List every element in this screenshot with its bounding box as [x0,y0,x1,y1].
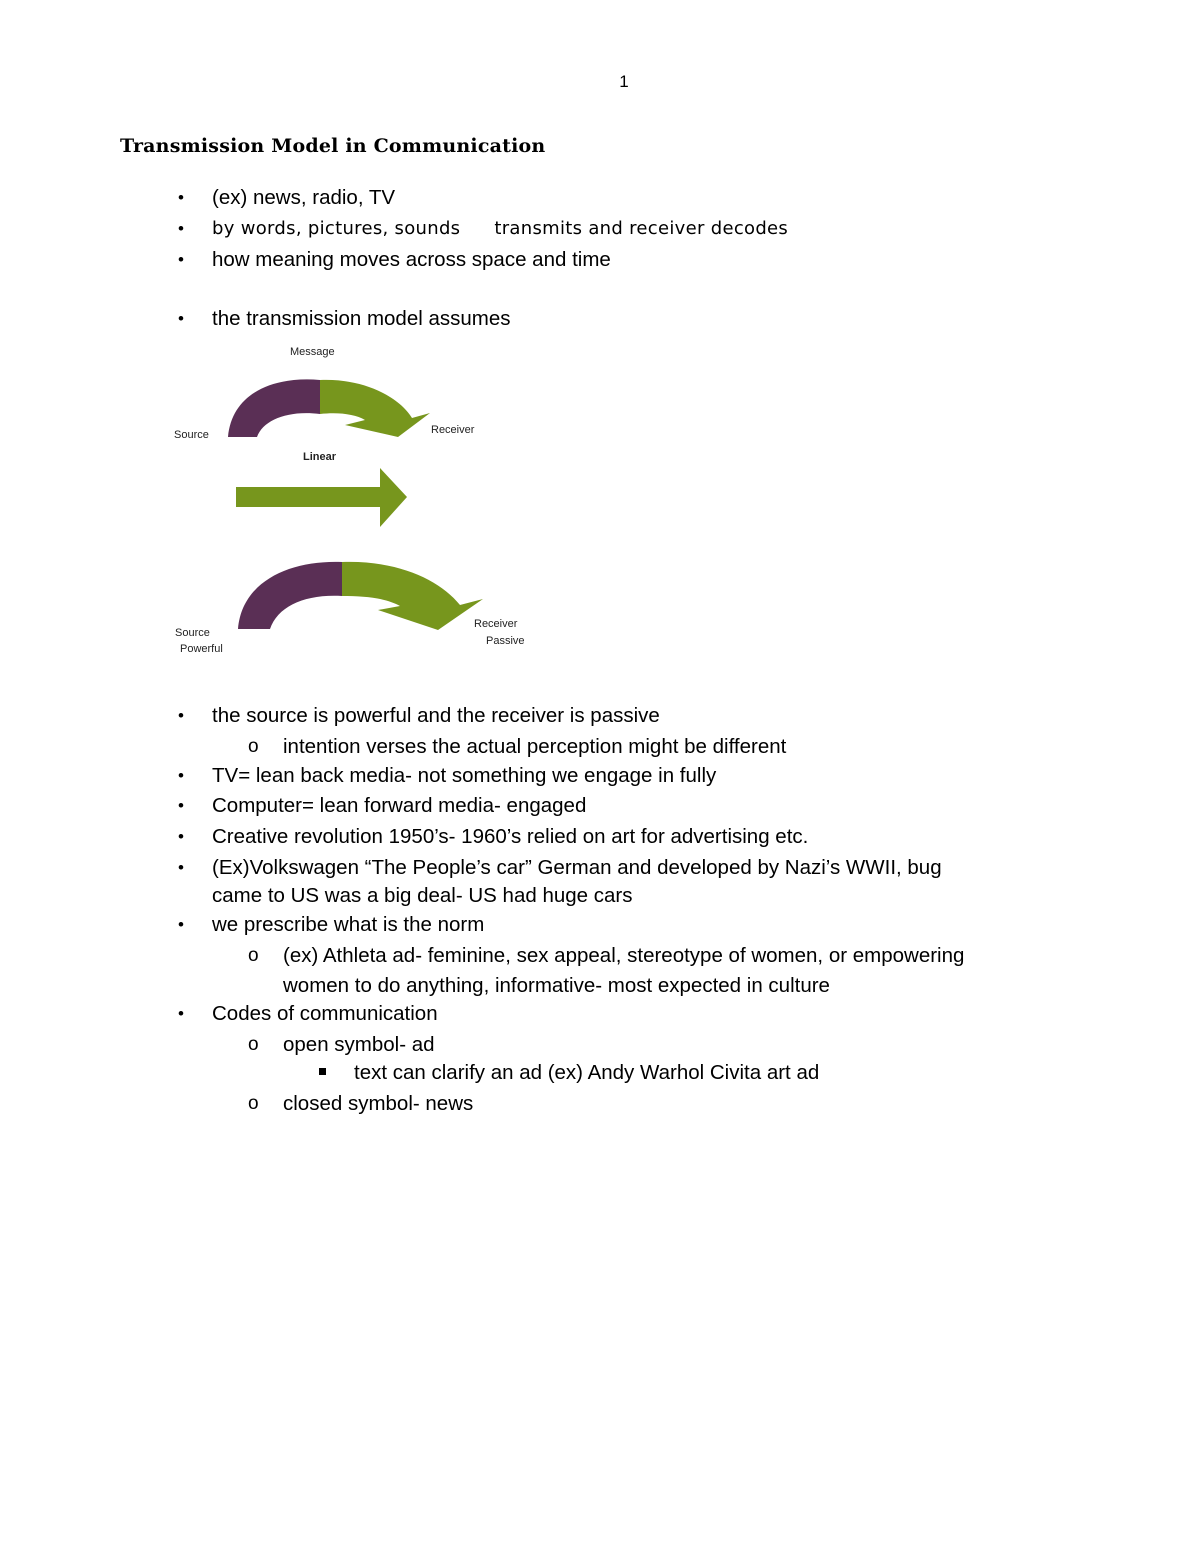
bullet-text: the source is powerful and the receiver is passive [212,704,660,727]
document-title: Transmission Model in Communication [120,135,546,157]
bullet-marker: • [178,250,184,269]
bullet-marker: • [178,309,184,328]
top-arc-receiver-arrow [320,380,430,437]
bullet-marker: • [178,188,184,207]
words-left: by words, pictures, sounds [212,218,461,239]
sub-bullet-text-continued: women to do anything, informative- most expected in culture [283,974,830,997]
label-passive: Passive [486,635,525,647]
bullet-marker: • [178,915,184,934]
label-message: Message [290,346,335,358]
bullet-marker: • [178,827,184,846]
bullet-text: how meaning moves across space and time [212,248,611,271]
sub-bullet-marker: o [248,736,259,757]
transmission-diagram-svg [170,340,540,665]
bullet-marker: • [178,1004,184,1023]
bullet-text: Computer= lean forward media- engaged [212,794,587,817]
bullet-text-words [212,214,788,243]
sub-bullet-text: closed symbol- news [283,1092,474,1115]
label-receiver: Receiver [431,424,475,436]
bullet-text-continued: came to US was a big deal- US had huge cars [212,884,633,907]
bullet-text: we prescribe what is the norm [212,913,485,936]
sub-bullet-marker: o [248,945,259,966]
label-receiver-2: Receiver [474,618,518,630]
bullet-text: the transmission model assumes [212,307,511,330]
label-linear: Linear [303,451,337,463]
bullet-marker: • [178,858,184,877]
bullet-text: Codes of communication [212,1002,438,1025]
bottom-arc-source-segment [238,562,342,629]
bullet-text: (Ex)Volkswagen “The People’s car” German and developed by Nazi’s WWII, bug [212,856,942,879]
bullet-text: TV= lean back media- not something we engage in fully [212,764,717,787]
sub-sub-bullet-text: text can clarify an ad (ex) Andy Warhol Civita art ad [354,1061,820,1084]
top-arc-source-segment [228,379,320,437]
sub-bullet-marker: o [248,1034,259,1055]
bottom-arc-receiver-arrow [342,562,483,630]
transmission-diagram [170,340,540,665]
sub-bullet-marker: o [248,1093,259,1114]
bullet-text: Creative revolution 1950’s- 1960’s relied on art for advertising etc. [212,825,809,848]
sub-bullet-text: open symbol- ad [283,1033,435,1056]
sub-bullet-text: (ex) Athleta ad- feminine, sex appeal, stereotype of women, or empowering [283,944,965,967]
words-right: transmits and receiver decodes [494,218,789,239]
label-powerful: Powerful [180,643,223,655]
page-number: 1 [619,72,629,91]
bullet-marker: • [178,706,184,725]
label-source-2: Source [175,627,210,639]
square-bullet-marker [319,1068,326,1075]
sub-bullet-text: intention verses the actual perception might be different [283,735,787,758]
label-source: Source [174,429,209,441]
linear-arrow [236,468,407,527]
bullet-marker: • [178,766,184,785]
bullet-marker: • [178,796,184,815]
bullet-text: (ex) news, radio, TV [212,186,396,209]
bullet-marker: • [178,219,184,238]
